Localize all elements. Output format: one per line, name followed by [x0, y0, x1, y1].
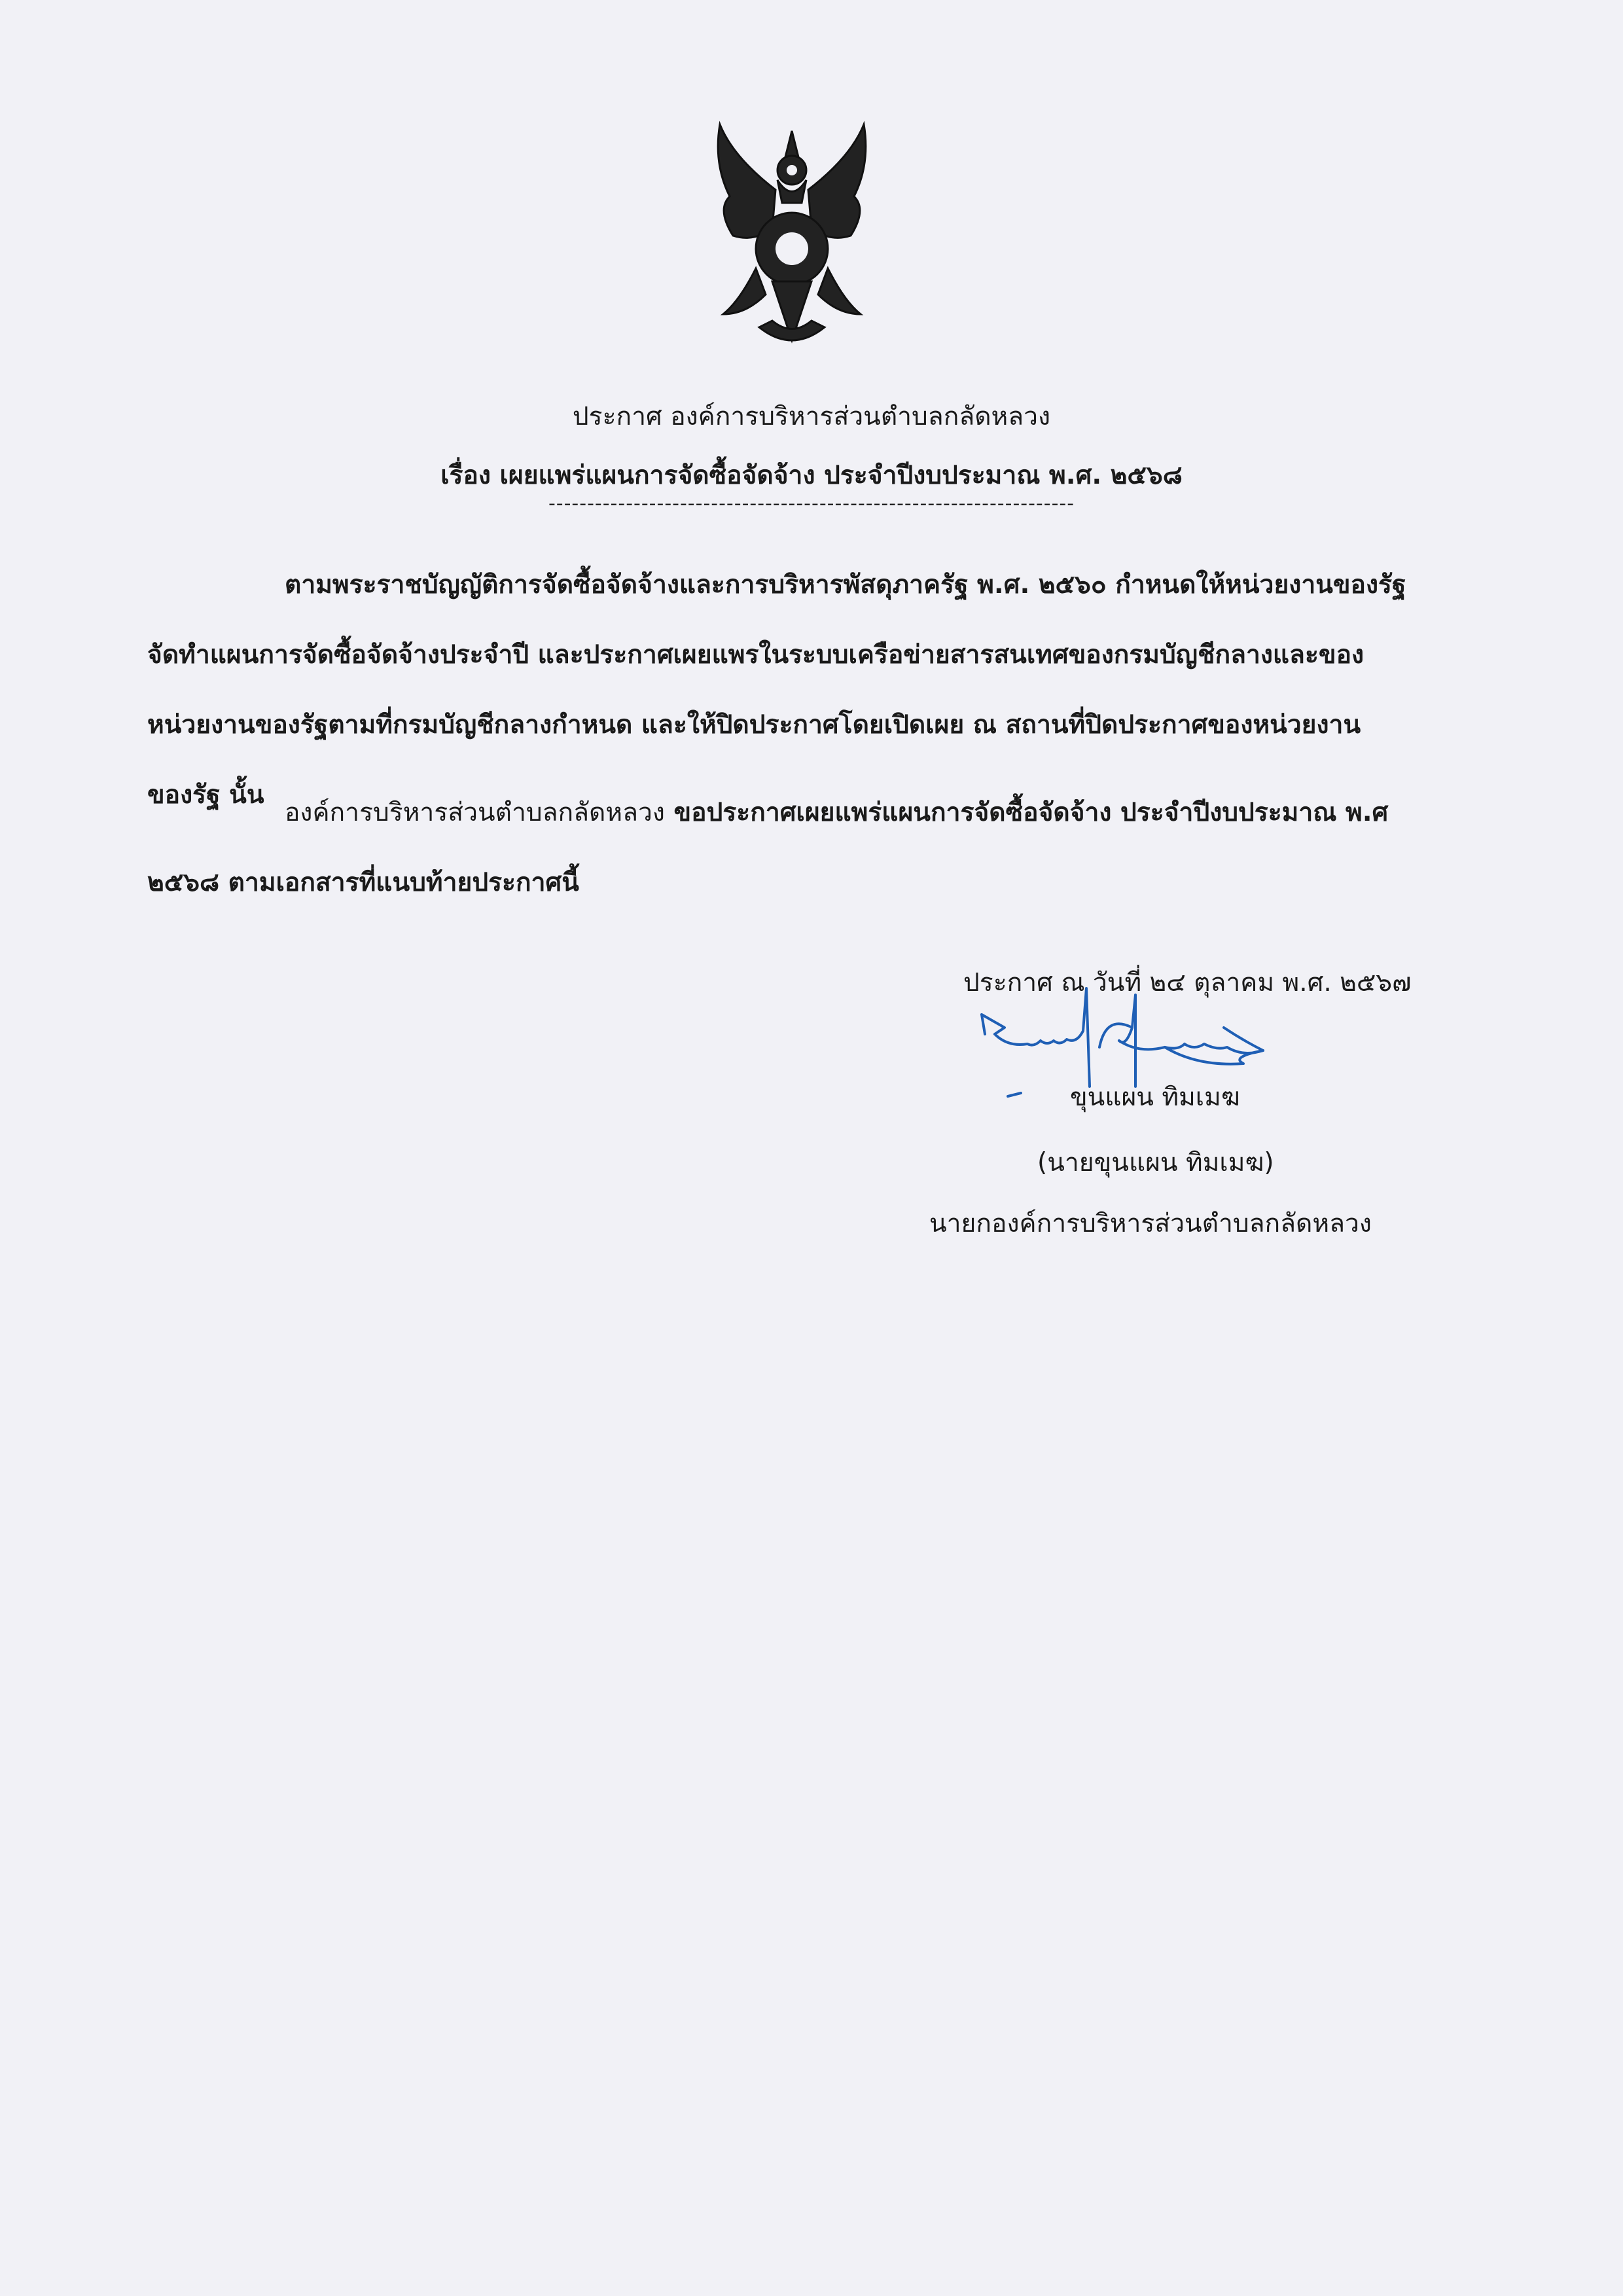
signer-position: นายกองค์การบริหารส่วนตำบลกลัดหลวง: [929, 1209, 1372, 1238]
paragraph-1-line-3: หน่วยงานของรัฐตามที่กรมบัญชีกลางกำหนด และให้ปิดประกาศโดยเปิดเผย ณ สถานที่ปิดประกาศของหน่วยงาน: [147, 710, 1361, 740]
paragraph-2-line-1: [285, 778, 1388, 848]
paragraph-2-line-2: ๒๕๖๘ ตามเอกสารที่แนบท้ายประกาศนี้: [147, 868, 579, 897]
announcement-date: ประกาศ ณ วันที่ ๒๔ ตุลาคม พ.ศ. ๒๕๖๗: [963, 968, 1412, 997]
paragraph-1-line-2: จัดทำแผนการจัดซื้อจัดจ้างประจำปี และประกาศเผยแพรในระบบเครือข่ายสารสนเทศของกรมบัญชีกลางและของ: [147, 640, 1364, 670]
signer-fullname: (นายขุนแผน ทิมเมฆ): [1037, 1148, 1274, 1177]
garuda-emblem-icon: [694, 118, 890, 353]
signer-name: ขุนแผน ทิมเมฆ: [1070, 1083, 1240, 1112]
divider-line: --------------------------------------------------------------------: [548, 492, 1075, 515]
paragraph-1-line-4: ของรัฐ นั้น: [147, 780, 264, 810]
organization-name: องค์การบริหารส่วนตำบลกลัดหลวง: [285, 798, 665, 827]
paragraph-1-line-1: ตามพระราชบัญญัติการจัดซื้อจัดจ้างและการบริหารพัสดุภาครัฐ พ.ศ. ๒๕๖๐ กำหนดให้หน่วยงานของรัฐ: [285, 570, 1406, 600]
announcement-title: ประกาศ องค์การบริหารส่วนตำบลกลัดหลวง: [572, 402, 1051, 431]
paragraph-2-line-1-rest: ขอประกาศเผยแพร่แผนการจัดซื้อจัดจ้าง ประจำปีงบประมาณ พ.ศ: [664, 798, 1389, 827]
announcement-subject: เรื่อง เผยแพร่แผนการจัดซื้อจัดจ้าง ประจำปีงบประมาณ พ.ศ. ๒๕๖๘: [440, 461, 1183, 490]
